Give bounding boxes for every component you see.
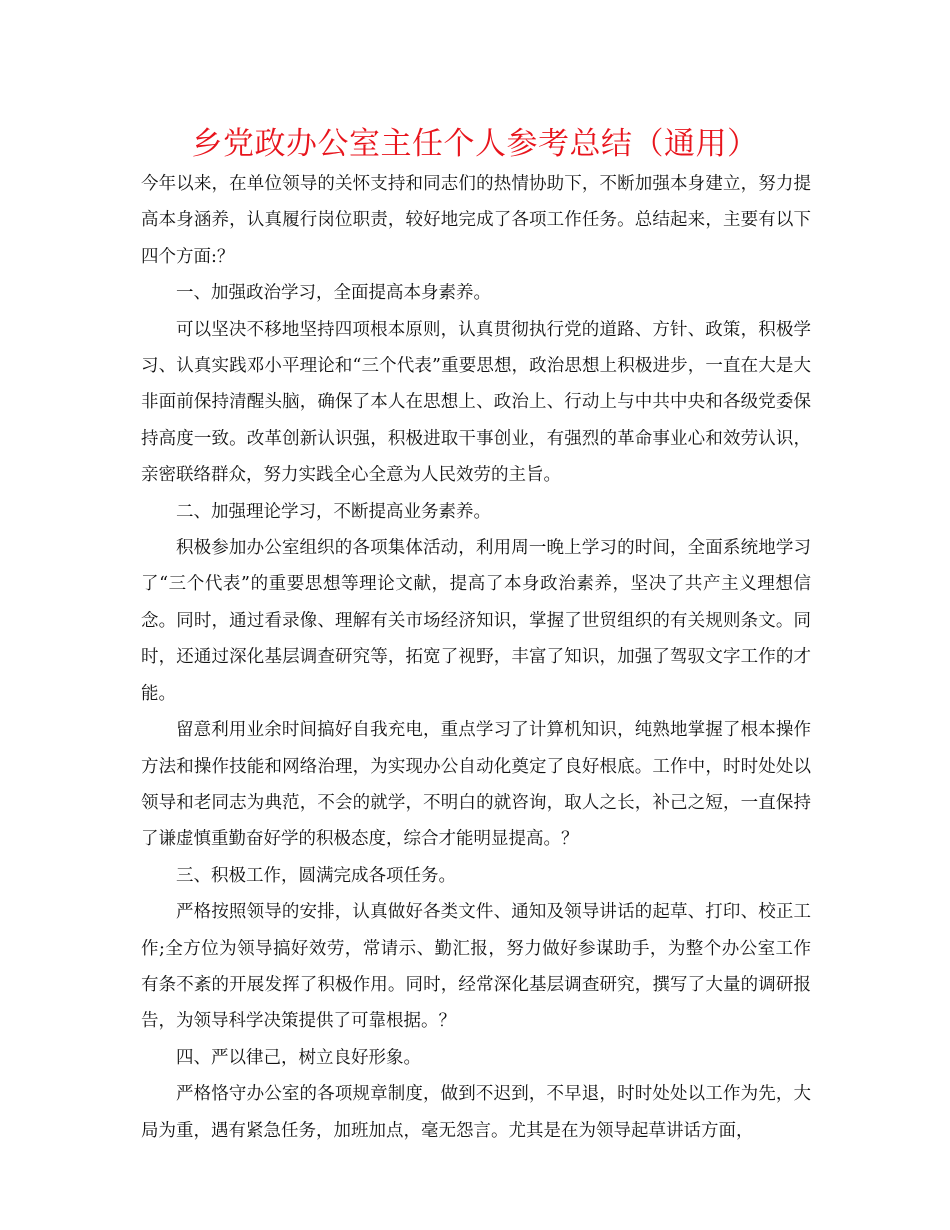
paragraph: 严格按照领导的安排，认真做好各类文件、通知及领导讲话的起草、打印、校正工作;全方位为领导搞好效劳，常请示、勤汇报，努力做好参谋助手，为整个办公室工作有条不紊的开展发挥了积极作用。同时，经常深化基层调查研究，撰写了大量的调研报告，为领导科学决策提供了可靠根据。？ (141, 902, 811, 1032)
section-heading: 一、加强政治学习，全面提高本身素养。 (176, 283, 491, 304)
section-heading: 二、加强理论学习，不断提高业务素养。 (176, 501, 491, 522)
paragraph: 积极参加办公室组织的各项集体活动，利用周一晚上学习的时间，全面系统地学习了“三个代表”的重要思想等理论文献，提高了本身政治素养，坚决了共产主义理想信念。同时，通过看录像、理解有关市场经济知识，掌握了世贸组织的有关规则条文。同时，还通过深化基层调查研究等，拓宽了视野，丰富了知识，加强了驾驭文字工作的才能。 (141, 538, 811, 704)
paragraph: 今年以来，在单位领导的关怀支持和同志们的热情协助下，不断加强本身建立，努力提高本身涵养，认真履行岗位职责，较好地完成了各项工作任务。总结起来，主要有以下四个方面:？ (141, 174, 811, 267)
document-title: 乡党政办公室主任个人参考总结（通用） (191, 126, 759, 162)
section-heading: 三、积极工作，圆满完成各项任务。 (176, 865, 456, 886)
paragraph: 可以坚决不移地坚持四项根本原则，认真贯彻执行党的道路、方针、政策，积极学习、认真实践邓小平理论和“三个代表”重要思想，政治思想上积极进步，一直在大是大非面前保持清醒头脑，确保了本人在思想上、政治上、行动上与中共中央和各级党委保持高度一致。改革创新认识强，积极进取干事创业，有强烈的革命事业心和效劳认识，亲密联络群众，努力实践全心全意为人民效劳的主旨。 (141, 319, 811, 486)
document-body (141, 166, 811, 1149)
paragraph: 严格恪守办公室的各项规章制度，做到不迟到，不早退，时时处处以工作为先，大局为重，遇有紧急任务，加班加点，毫无怨言。尤其是在为领导起草讲话方面， (141, 1084, 811, 1141)
section-heading: 四、严以律己，树立良好形象。 (176, 1047, 421, 1068)
paragraph: 留意利用业余时间搞好自我充电，重点学习了计算机知识，纯熟地掌握了根本操作方法和操作技能和网络治理，为实现办公自动化奠定了良好根底。工作中，时时处处以领导和老同志为典范，不会的就学，不明白的就咨询，取人之长，补己之短，一直保持了谦虚慎重勤奋好学的积极态度，综合才能明显提高。？ (141, 720, 811, 850)
